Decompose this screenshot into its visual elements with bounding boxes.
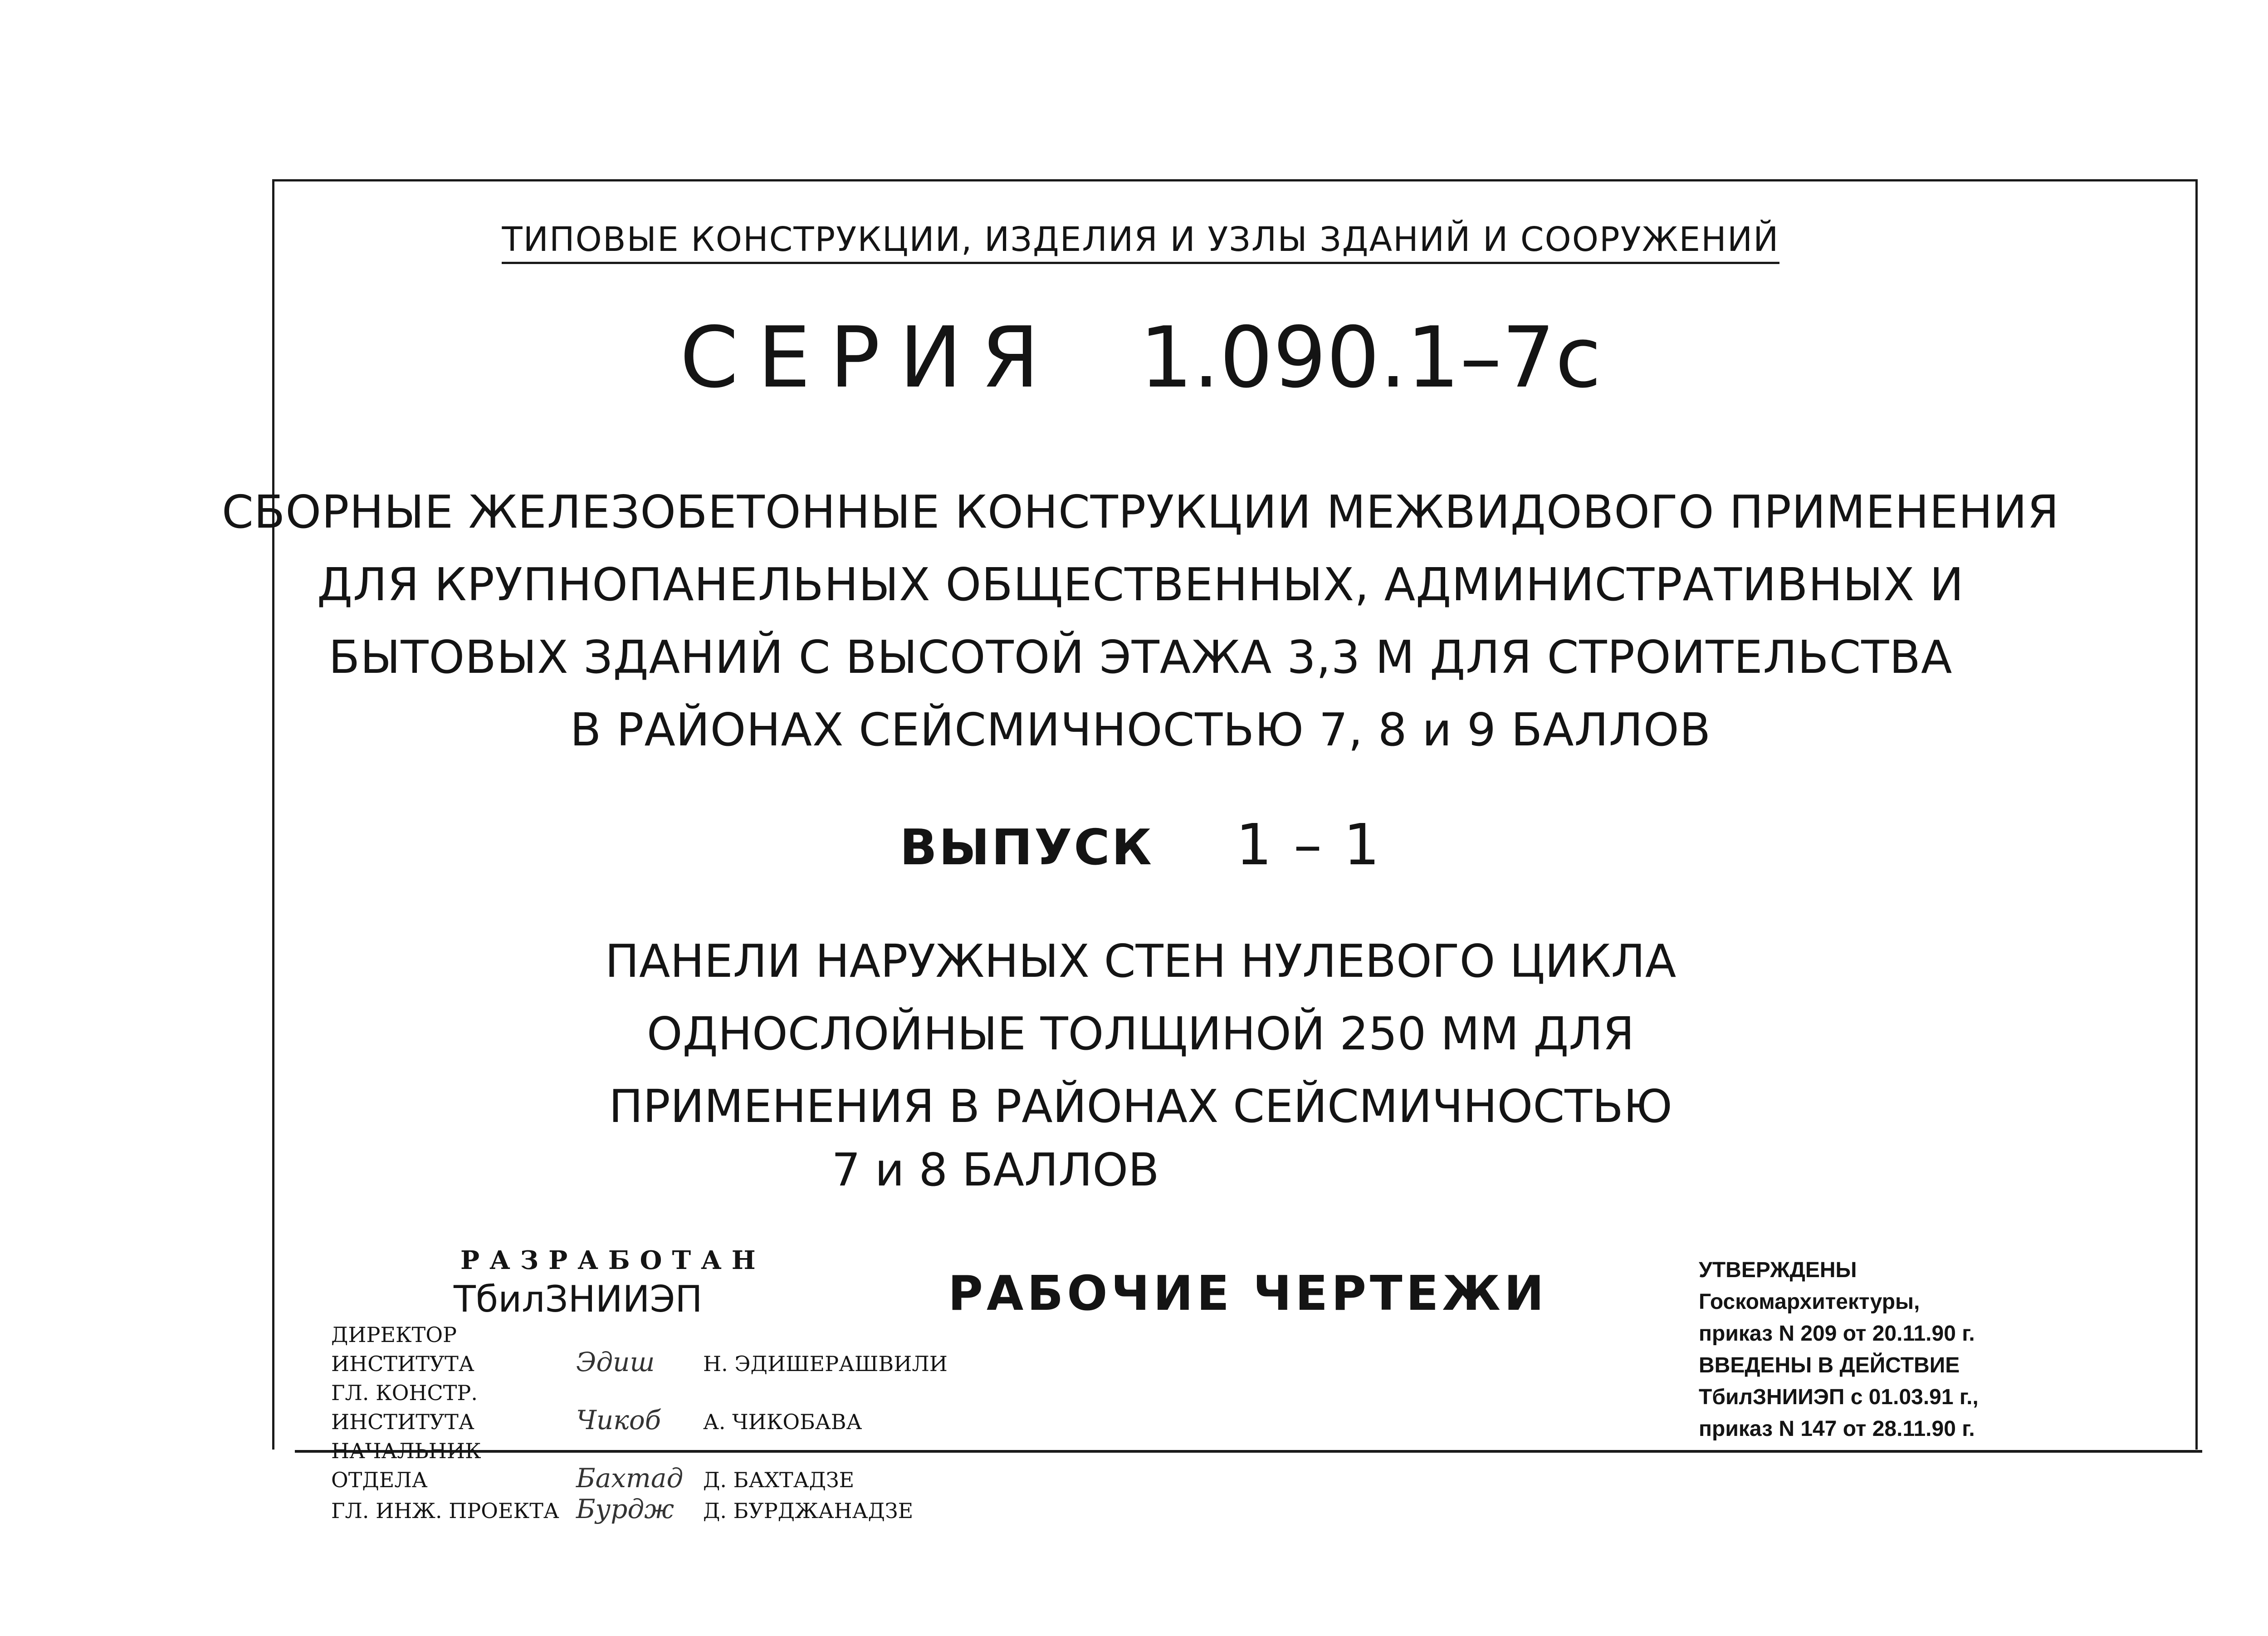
- signature: Эдиш: [576, 1347, 655, 1377]
- doc-type: РАБОЧИЕ ЧЕРТЕЖИ: [948, 1266, 1548, 1321]
- signatory-row: [331, 1494, 948, 1525]
- signatory-role: НАЧАЛЬНИК ОТДЕЛА: [331, 1439, 481, 1492]
- series-number: 1.090.1–7с: [1139, 309, 1602, 407]
- approval-line: приказ N 147 от 28.11.90 г.: [1699, 1417, 1975, 1441]
- title-line-2: ДЛЯ КРУПНОПАНЕЛЬНЫХ ОБЩЕСТВЕННЫХ, АДМИНИСТРАТИВНЫХ И: [317, 558, 1964, 611]
- approval-block: [1699, 1254, 1979, 1445]
- signature: Бахтад: [576, 1463, 684, 1494]
- developed-block: [331, 1245, 948, 1525]
- developed-org: ТбилЗНИИЭП: [454, 1278, 703, 1320]
- issue-row: [0, 812, 2268, 878]
- signatory-name: А. ЧИКОБАВА: [703, 1410, 862, 1434]
- subtitle-line-4: 7 и 8 БАЛЛОВ: [831, 1143, 1159, 1196]
- signatory-role: ДИРЕКТОР ИНСТИТУТА: [331, 1323, 474, 1376]
- approval-line: ТбилЗНИИЭП с 01.03.91 г.,: [1699, 1385, 1979, 1409]
- approval-line: УТВЕРЖДЕНЫ: [1699, 1258, 1857, 1282]
- subtitle-line-2: ОДНОСЛОЙНЫЕ ТОЛЩИНОЙ 250 ММ ДЛЯ: [646, 1007, 1635, 1060]
- header-line: [0, 220, 2268, 259]
- signatory-role: ГЛ. ИНЖ. ПРОЕКТА: [331, 1499, 559, 1523]
- approval-line: Госкомархитектуры,: [1699, 1290, 1920, 1314]
- title-line-1: СБОРНЫЕ ЖЕЛЕЗОБЕТОННЫЕ КОНСТРУКЦИИ МЕЖВИДОВОГО ПРИМЕНЕНИЯ: [221, 485, 2060, 539]
- issue-number: 1 – 1: [1236, 812, 1382, 878]
- signature: Бурдж: [576, 1494, 675, 1524]
- header-text: ТИПОВЫЕ КОНСТРУКЦИИ, ИЗДЕЛИЯ И УЗЛЫ ЗДАНИЙ И СООРУЖЕНИЙ: [502, 220, 1779, 264]
- approval-line: ВВЕДЕНЫ В ДЕЙСТВИЕ: [1699, 1353, 1960, 1377]
- approval-line: приказ N 209 от 20.11.90 г.: [1699, 1322, 1975, 1346]
- signature: Чикоб: [576, 1405, 661, 1435]
- title-line-4: В РАЙОНАХ СЕЙСМИЧНОСТЬЮ 7, 8 и 9 БАЛЛОВ: [570, 703, 1711, 756]
- signatory-name: Д. БАХТАДЗЕ: [703, 1468, 855, 1492]
- signatory-row: [331, 1378, 948, 1436]
- subtitle-line-1: ПАНЕЛИ НАРУЖНЫХ СТЕН НУЛЕВОГО ЦИКЛА: [605, 935, 1677, 988]
- series-word: СЕРИЯ: [679, 309, 1059, 407]
- signatory-row: [331, 1436, 948, 1494]
- signatory-row: [331, 1320, 948, 1378]
- signatory-name: Н. ЭДИШЕРАШВИЛИ: [703, 1352, 948, 1376]
- signatory-role: ГЛ. КОНСТР. ИНСТИТУТА: [331, 1381, 478, 1434]
- subtitle-line-3: ПРИМЕНЕНИЯ В РАЙОНАХ СЕЙСМИЧНОСТЬЮ: [609, 1080, 1672, 1133]
- developed-heading: РАЗРАБОТАН: [460, 1245, 766, 1275]
- signatory-name: Д. БУРДЖАНАДЗЕ: [703, 1499, 914, 1523]
- issue-label: ВЫПУСК: [899, 819, 1154, 876]
- title-line-3: БЫТОВЫХ ЗДАНИЙ С ВЫСОТОЙ ЭТАЖА 3,3 М ДЛЯ СТРОИТЕЛЬСТВА: [328, 631, 1953, 684]
- series-row: [0, 309, 2268, 407]
